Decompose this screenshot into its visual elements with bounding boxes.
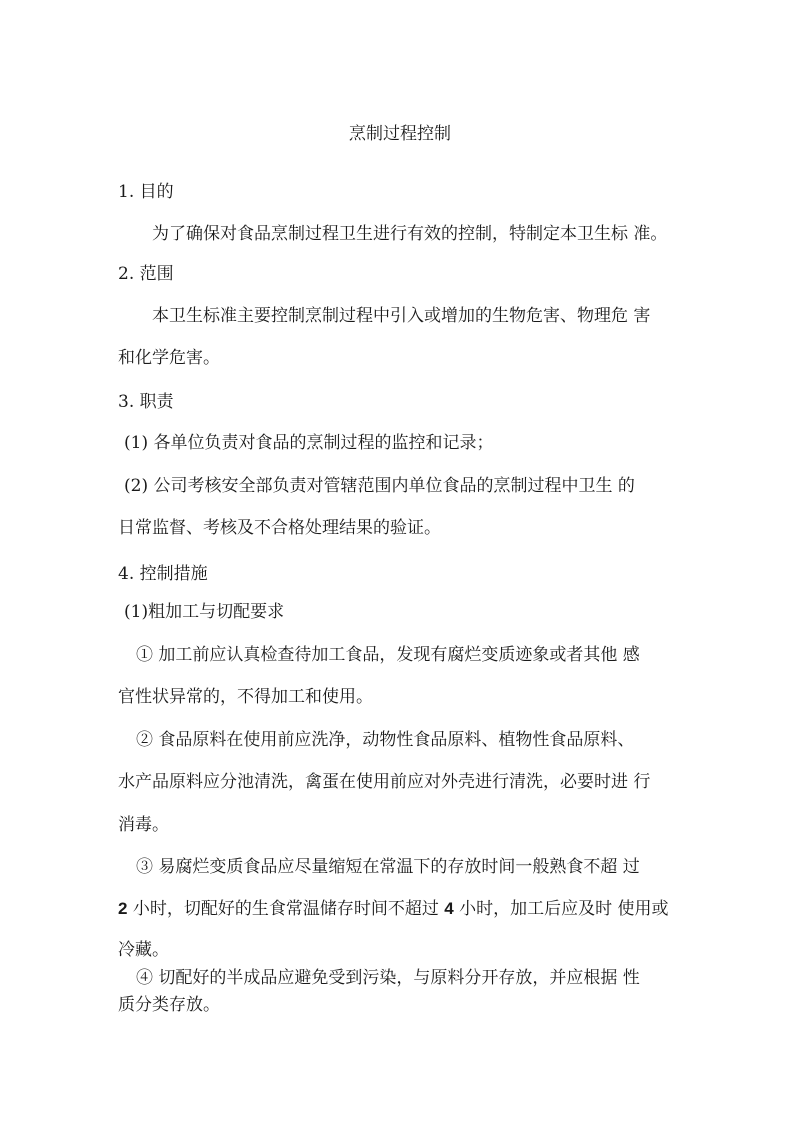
clause-2-line1: ② 食品原料在使用前应洗净，动物性食品原料、植物性食品原料、 xyxy=(136,730,635,750)
clause-3-line2-text-b: 小时，加工后应及时 使用或 xyxy=(453,899,669,919)
clause-3-line2-text-a: 小时，切配好的生食常温储存时间不超过 xyxy=(127,899,445,919)
list-item-responsibility-2-line1: (2) 公司考核安全部负责对管辖范围内单位食品的烹制过程中卫生 的 xyxy=(124,476,635,496)
clause-3-line2 xyxy=(118,897,669,921)
clause-4-line2: 质分类存放。 xyxy=(118,995,220,1015)
section-heading-control-measures: 4. 控制措施 xyxy=(118,564,208,584)
page-title: 烹制过程控制 xyxy=(349,124,451,144)
list-item-responsibility-1: (1) 各单位负责对食品的烹制过程的监控和记录； xyxy=(124,433,494,453)
clause-3-hours-value-1: 2 xyxy=(118,899,128,918)
clause-3-line1: ③ 易腐烂变质食品应尽量缩短在常温下的存放时间一般熟食不超 过 xyxy=(136,857,640,877)
paragraph-scope-line2: 和化学危害。 xyxy=(118,348,220,368)
subheading-rough-processing: (1)粗加工与切配要求 xyxy=(124,602,285,622)
paragraph-purpose: 为了确保对食品烹制过程卫生进行有效的控制，特制定本卫生标 准。 xyxy=(152,224,668,244)
section-heading-purpose: 1. 目的 xyxy=(118,182,174,202)
clause-1-line2: 官性状异常的，不得加工和使用。 xyxy=(118,687,373,707)
clause-2-line3: 消毒。 xyxy=(118,815,169,835)
clause-3-line3: 冷藏。 xyxy=(118,940,169,960)
paragraph-scope-line1: 本卫生标准主要控制烹制过程中引入或增加的生物危害、物理危 害 xyxy=(152,306,651,326)
section-heading-scope: 2. 范围 xyxy=(118,264,174,284)
clause-2-line2: 水产品原料应分池清洗，禽蛋在使用前应对外壳进行清洗，必要时进 行 xyxy=(118,772,651,792)
clause-1-line1: ① 加工前应认真检查待加工食品，发现有腐烂变质迹象或者其他 感 xyxy=(136,645,640,665)
list-item-responsibility-2-line2: 日常监督、考核及不合格处理结果的验证。 xyxy=(118,518,441,538)
clause-3-hours-value-2: 4 xyxy=(444,899,454,918)
clause-4-line1: ④ 切配好的半成品应避免受到污染，与原料分开存放，并应根据 性 xyxy=(136,968,640,988)
section-heading-responsibility: 3. 职责 xyxy=(118,392,174,412)
